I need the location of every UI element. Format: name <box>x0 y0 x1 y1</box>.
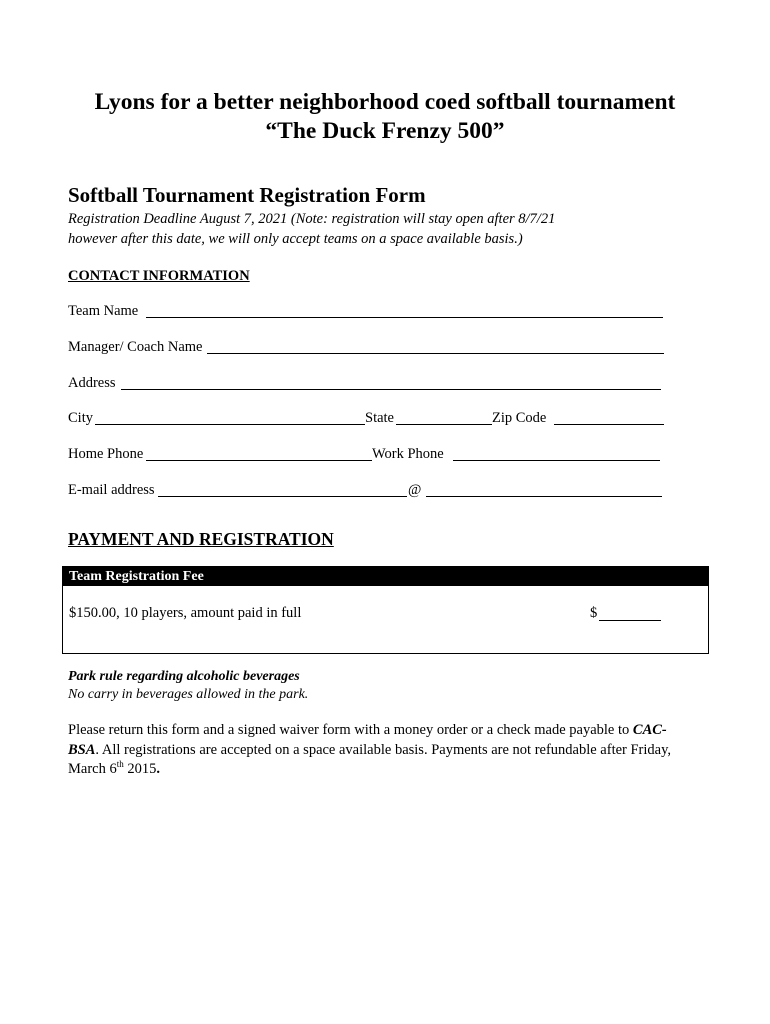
contact-heading: CONTACT INFORMATION <box>68 268 250 284</box>
document-title-line2: “The Duck Frenzy 500” <box>265 118 505 144</box>
closing-text-2: . All registrations are accepted on a space available basis. Payments are not refundable after Friday, March 6 <box>68 741 672 777</box>
closing-text-3: 2015 <box>123 761 157 777</box>
dollar-sign: $ <box>590 605 598 621</box>
email-domain-field[interactable] <box>426 496 662 497</box>
park-rule-text: No carry in beverages allowed in the park. <box>68 687 309 702</box>
address-label: Address <box>68 375 116 391</box>
work-phone-field[interactable] <box>453 460 660 461</box>
home-phone-field[interactable] <box>146 460 372 461</box>
team-name-label: Team Name <box>68 303 139 319</box>
payee-part-a: CAC- <box>632 722 667 738</box>
amount-paid-field[interactable] <box>599 620 661 621</box>
closing-text-1: Please return this form and a signed waiver form with a money order or a check made payable to <box>68 722 633 738</box>
city-label: City <box>68 410 93 426</box>
fee-box <box>62 566 709 654</box>
manager-label: Manager/ Coach Name <box>68 339 203 355</box>
return-instructions <box>68 721 708 780</box>
email-user-field[interactable] <box>158 496 407 497</box>
address-field[interactable] <box>121 389 661 390</box>
work-phone-label: Work Phone <box>372 446 444 462</box>
team-name-field[interactable] <box>146 317 663 318</box>
deadline-line-2: however after this date, we will only accept teams on a space available basis.) <box>68 230 523 247</box>
park-rule-title: Park rule regarding alcoholic beverages <box>68 669 300 684</box>
payee-part-b: BSA <box>68 741 96 758</box>
closing-period: . <box>156 761 160 777</box>
form-title: Softball Tournament Registration Form <box>68 183 426 207</box>
city-field[interactable] <box>95 424 365 425</box>
deadline-line-1: Registration Deadline August 7, 2021 (Note: registration will stay open after 8/7/21 <box>68 211 556 227</box>
zip-label: Zip Code <box>492 410 547 426</box>
date-superscript: th <box>116 759 124 770</box>
state-field[interactable] <box>396 424 492 425</box>
document-title-line1: Lyons for a better neighborhood coed softball tournament <box>94 89 676 115</box>
manager-field[interactable] <box>207 353 664 354</box>
fee-description: $150.00, 10 players, amount paid in full <box>69 605 302 621</box>
email-label: E-mail address <box>68 482 155 498</box>
home-phone-label: Home Phone <box>68 446 144 462</box>
deadline-note <box>68 210 708 249</box>
zip-field[interactable] <box>554 424 664 425</box>
state-label: State <box>365 410 394 426</box>
email-at-sign: @ <box>408 482 422 498</box>
fee-box-header: Team Registration Fee <box>63 567 708 586</box>
payment-heading: PAYMENT AND REGISTRATION <box>68 529 334 549</box>
